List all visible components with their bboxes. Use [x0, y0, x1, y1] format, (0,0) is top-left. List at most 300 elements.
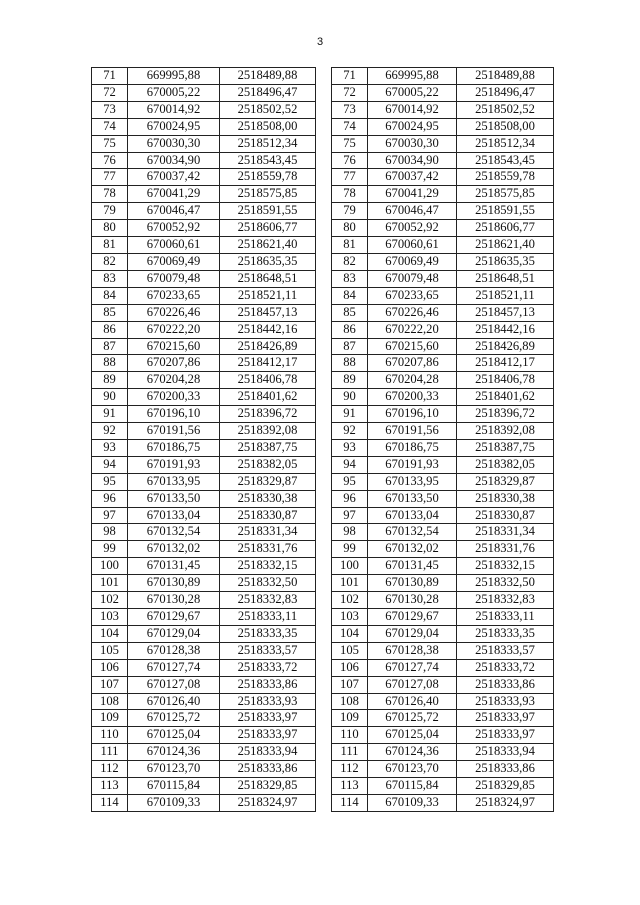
- y-coordinate-cell: 2518648,51: [220, 270, 316, 287]
- x-coordinate-cell: 670200,33: [128, 389, 220, 406]
- y-coordinate-cell: 2518333,57: [457, 642, 554, 659]
- point-number-cell: 111: [92, 744, 128, 761]
- point-number-cell: 77: [92, 169, 128, 186]
- table-row: [332, 473, 554, 490]
- table-row: [92, 84, 316, 101]
- y-coordinate-cell: 2518489,88: [457, 68, 554, 85]
- point-number-cell: 85: [92, 304, 128, 321]
- point-number-cell: 73: [332, 101, 368, 118]
- table-row: [92, 456, 316, 473]
- y-coordinate-cell: 2518621,40: [457, 237, 554, 254]
- point-number-cell: 94: [92, 456, 128, 473]
- point-number-cell: 90: [332, 389, 368, 406]
- x-coordinate-cell: 670130,89: [128, 575, 220, 592]
- point-number-cell: 101: [92, 575, 128, 592]
- table-row: [92, 68, 316, 85]
- point-number-cell: 98: [92, 524, 128, 541]
- y-coordinate-cell: 2518412,17: [457, 355, 554, 372]
- table-row: [332, 118, 554, 135]
- x-coordinate-cell: 670130,28: [128, 592, 220, 609]
- x-coordinate-cell: 670233,65: [128, 287, 220, 304]
- table-row: [92, 575, 316, 592]
- x-coordinate-cell: 670222,20: [368, 321, 457, 338]
- x-coordinate-cell: 670191,56: [368, 423, 457, 440]
- point-number-cell: 109: [332, 710, 368, 727]
- y-coordinate-cell: 2518332,83: [220, 592, 316, 609]
- x-coordinate-cell: 670186,75: [368, 439, 457, 456]
- x-coordinate-cell: 670128,38: [368, 642, 457, 659]
- point-number-cell: 76: [92, 152, 128, 169]
- x-coordinate-cell: 670130,89: [368, 575, 457, 592]
- point-number-cell: 107: [332, 676, 368, 693]
- y-coordinate-cell: 2518457,13: [457, 304, 554, 321]
- point-number-cell: 80: [332, 220, 368, 237]
- point-number-cell: 80: [92, 220, 128, 237]
- x-coordinate-cell: 670207,86: [128, 355, 220, 372]
- table-row: [332, 693, 554, 710]
- y-coordinate-cell: 2518324,97: [457, 794, 554, 811]
- x-coordinate-cell: 670060,61: [368, 237, 457, 254]
- table-row: [92, 609, 316, 626]
- table-row: [92, 676, 316, 693]
- table-row: [92, 253, 316, 270]
- y-coordinate-cell: 2518333,86: [220, 676, 316, 693]
- x-coordinate-cell: 670132,02: [128, 541, 220, 558]
- x-coordinate-cell: 670041,29: [368, 186, 457, 203]
- table-row: [332, 710, 554, 727]
- y-coordinate-cell: 2518333,97: [220, 727, 316, 744]
- table-row: [332, 406, 554, 423]
- table-row: [332, 609, 554, 626]
- x-coordinate-cell: 670034,90: [128, 152, 220, 169]
- x-coordinate-cell: 670200,33: [368, 389, 457, 406]
- x-coordinate-cell: 670191,56: [128, 423, 220, 440]
- x-coordinate-cell: 670226,46: [368, 304, 457, 321]
- table-row: [332, 524, 554, 541]
- x-coordinate-cell: 670129,04: [368, 625, 457, 642]
- x-coordinate-cell: 670126,40: [128, 693, 220, 710]
- table-row: [332, 778, 554, 795]
- x-coordinate-cell: 670133,04: [368, 507, 457, 524]
- point-number-cell: 89: [92, 372, 128, 389]
- point-number-cell: 105: [332, 642, 368, 659]
- point-number-cell: 91: [92, 406, 128, 423]
- y-coordinate-cell: 2518575,85: [220, 186, 316, 203]
- y-coordinate-cell: 2518521,11: [457, 287, 554, 304]
- table-row: [92, 439, 316, 456]
- y-coordinate-cell: 2518329,87: [457, 473, 554, 490]
- x-coordinate-cell: 670123,70: [128, 761, 220, 778]
- y-coordinate-cell: 2518496,47: [457, 84, 554, 101]
- table-row: [332, 186, 554, 203]
- x-coordinate-cell: 670130,28: [368, 592, 457, 609]
- y-coordinate-cell: 2518606,77: [457, 220, 554, 237]
- point-number-cell: 114: [92, 794, 128, 811]
- table-row: [332, 321, 554, 338]
- y-coordinate-cell: 2518330,38: [457, 490, 554, 507]
- table-row: [92, 744, 316, 761]
- x-coordinate-cell: 670060,61: [128, 237, 220, 254]
- y-coordinate-cell: 2518333,11: [457, 609, 554, 626]
- point-number-cell: 71: [332, 68, 368, 85]
- y-coordinate-cell: 2518333,97: [220, 710, 316, 727]
- table-row: [332, 169, 554, 186]
- table-row: [92, 659, 316, 676]
- x-coordinate-cell: 670046,47: [368, 203, 457, 220]
- x-coordinate-cell: 670052,92: [128, 220, 220, 237]
- y-coordinate-cell: 2518333,35: [457, 625, 554, 642]
- table-row: [332, 68, 554, 85]
- y-coordinate-cell: 2518621,40: [220, 237, 316, 254]
- table-row: [332, 270, 554, 287]
- x-coordinate-cell: 670133,04: [128, 507, 220, 524]
- table-row: [92, 761, 316, 778]
- table-row: [332, 253, 554, 270]
- x-coordinate-cell: 670129,67: [368, 609, 457, 626]
- point-number-cell: 104: [332, 625, 368, 642]
- table-row: [92, 558, 316, 575]
- point-number-cell: 82: [332, 253, 368, 270]
- table-row: [332, 659, 554, 676]
- point-number-cell: 76: [332, 152, 368, 169]
- point-number-cell: 106: [332, 659, 368, 676]
- y-coordinate-cell: 2518635,35: [457, 253, 554, 270]
- table-row: [332, 439, 554, 456]
- y-coordinate-cell: 2518457,13: [220, 304, 316, 321]
- point-number-cell: 102: [332, 592, 368, 609]
- table-row: [332, 625, 554, 642]
- y-coordinate-cell: 2518329,87: [220, 473, 316, 490]
- point-number-cell: 95: [332, 473, 368, 490]
- y-coordinate-cell: 2518521,11: [220, 287, 316, 304]
- x-coordinate-cell: 670037,42: [368, 169, 457, 186]
- point-number-cell: 94: [332, 456, 368, 473]
- table-row: [92, 693, 316, 710]
- table-row: [332, 642, 554, 659]
- table-row: [332, 676, 554, 693]
- point-number-cell: 83: [332, 270, 368, 287]
- y-coordinate-cell: 2518502,52: [220, 101, 316, 118]
- table-row: [92, 507, 316, 524]
- x-coordinate-cell: 670109,33: [128, 794, 220, 811]
- y-coordinate-cell: 2518635,35: [220, 253, 316, 270]
- point-number-cell: 99: [332, 541, 368, 558]
- point-number-cell: 112: [332, 761, 368, 778]
- table-row: [332, 304, 554, 321]
- table-row: [332, 389, 554, 406]
- point-number-cell: 75: [332, 135, 368, 152]
- y-coordinate-cell: 2518392,08: [457, 423, 554, 440]
- table-row: [332, 220, 554, 237]
- x-coordinate-cell: 670069,49: [128, 253, 220, 270]
- table-row: [92, 642, 316, 659]
- point-number-cell: 95: [92, 473, 128, 490]
- coordinates-table-right: [331, 67, 554, 812]
- y-coordinate-cell: 2518332,15: [457, 558, 554, 575]
- table-row: [332, 355, 554, 372]
- x-coordinate-cell: 670131,45: [368, 558, 457, 575]
- table-row: [92, 135, 316, 152]
- point-number-cell: 85: [332, 304, 368, 321]
- point-number-cell: 108: [332, 693, 368, 710]
- x-coordinate-cell: 670204,28: [128, 372, 220, 389]
- y-coordinate-cell: 2518333,72: [457, 659, 554, 676]
- y-coordinate-cell: 2518406,78: [457, 372, 554, 389]
- table-row: [92, 389, 316, 406]
- y-coordinate-cell: 2518382,05: [457, 456, 554, 473]
- x-coordinate-cell: 670129,04: [128, 625, 220, 642]
- table-row: [332, 338, 554, 355]
- y-coordinate-cell: 2518332,15: [220, 558, 316, 575]
- x-coordinate-cell: 670125,72: [128, 710, 220, 727]
- point-number-cell: 87: [92, 338, 128, 355]
- coordinates-table-left: [91, 67, 316, 812]
- table-row: [332, 287, 554, 304]
- y-coordinate-cell: 2518543,45: [220, 152, 316, 169]
- y-coordinate-cell: 2518442,16: [457, 321, 554, 338]
- table-row: [332, 727, 554, 744]
- x-coordinate-cell: 670125,04: [368, 727, 457, 744]
- x-coordinate-cell: 670132,54: [368, 524, 457, 541]
- table-row: [92, 778, 316, 795]
- x-coordinate-cell: 670132,54: [128, 524, 220, 541]
- y-coordinate-cell: 2518591,55: [457, 203, 554, 220]
- table-row: [332, 456, 554, 473]
- x-coordinate-cell: 670014,92: [368, 101, 457, 118]
- y-coordinate-cell: 2518333,86: [457, 676, 554, 693]
- point-number-cell: 72: [92, 84, 128, 101]
- x-coordinate-cell: 670127,74: [128, 659, 220, 676]
- point-number-cell: 110: [332, 727, 368, 744]
- point-number-cell: 93: [332, 439, 368, 456]
- x-coordinate-cell: 670196,10: [128, 406, 220, 423]
- point-number-cell: 105: [92, 642, 128, 659]
- table-row: [332, 592, 554, 609]
- y-coordinate-cell: 2518331,34: [220, 524, 316, 541]
- table-row: [92, 625, 316, 642]
- table-row: [92, 321, 316, 338]
- y-coordinate-cell: 2518496,47: [220, 84, 316, 101]
- point-number-cell: 86: [92, 321, 128, 338]
- point-number-cell: 111: [332, 744, 368, 761]
- table-row: [332, 101, 554, 118]
- y-coordinate-cell: 2518333,94: [457, 744, 554, 761]
- table-row: [92, 355, 316, 372]
- point-number-cell: 98: [332, 524, 368, 541]
- x-coordinate-cell: 669995,88: [368, 68, 457, 85]
- y-coordinate-cell: 2518387,75: [457, 439, 554, 456]
- y-coordinate-cell: 2518502,52: [457, 101, 554, 118]
- y-coordinate-cell: 2518406,78: [220, 372, 316, 389]
- y-coordinate-cell: 2518324,97: [220, 794, 316, 811]
- point-number-cell: 101: [332, 575, 368, 592]
- y-coordinate-cell: 2518331,76: [220, 541, 316, 558]
- y-coordinate-cell: 2518330,87: [220, 507, 316, 524]
- table-row: [332, 490, 554, 507]
- table-row: [332, 794, 554, 811]
- y-coordinate-cell: 2518333,86: [220, 761, 316, 778]
- table-row: [92, 101, 316, 118]
- x-coordinate-cell: 670037,42: [128, 169, 220, 186]
- table-row: [92, 287, 316, 304]
- point-number-cell: 84: [332, 287, 368, 304]
- y-coordinate-cell: 2518543,45: [457, 152, 554, 169]
- x-coordinate-cell: 670133,95: [368, 473, 457, 490]
- y-coordinate-cell: 2518512,34: [220, 135, 316, 152]
- y-coordinate-cell: 2518606,77: [220, 220, 316, 237]
- x-coordinate-cell: 670207,86: [368, 355, 457, 372]
- table-row: [332, 152, 554, 169]
- table-row: [332, 135, 554, 152]
- point-number-cell: 104: [92, 625, 128, 642]
- x-coordinate-cell: 670115,84: [128, 778, 220, 795]
- table-row: [92, 524, 316, 541]
- x-coordinate-cell: 670133,95: [128, 473, 220, 490]
- point-number-cell: 93: [92, 439, 128, 456]
- x-coordinate-cell: 670123,70: [368, 761, 457, 778]
- y-coordinate-cell: 2518333,72: [220, 659, 316, 676]
- table-row: [332, 558, 554, 575]
- point-number-cell: 79: [332, 203, 368, 220]
- point-number-cell: 87: [332, 338, 368, 355]
- point-number-cell: 107: [92, 676, 128, 693]
- point-number-cell: 96: [92, 490, 128, 507]
- point-number-cell: 75: [92, 135, 128, 152]
- table-row: [92, 372, 316, 389]
- table-row: [332, 372, 554, 389]
- x-coordinate-cell: 670030,30: [128, 135, 220, 152]
- y-coordinate-cell: 2518559,78: [457, 169, 554, 186]
- x-coordinate-cell: 670124,36: [368, 744, 457, 761]
- y-coordinate-cell: 2518396,72: [457, 406, 554, 423]
- y-coordinate-cell: 2518426,89: [220, 338, 316, 355]
- table-row: [332, 575, 554, 592]
- x-coordinate-cell: 670125,72: [368, 710, 457, 727]
- x-coordinate-cell: 670196,10: [368, 406, 457, 423]
- point-number-cell: 97: [332, 507, 368, 524]
- x-coordinate-cell: 670030,30: [368, 135, 457, 152]
- x-coordinate-cell: 670128,38: [128, 642, 220, 659]
- x-coordinate-cell: 670079,48: [128, 270, 220, 287]
- y-coordinate-cell: 2518412,17: [220, 355, 316, 372]
- y-coordinate-cell: 2518333,97: [457, 710, 554, 727]
- x-coordinate-cell: 670052,92: [368, 220, 457, 237]
- y-coordinate-cell: 2518331,76: [457, 541, 554, 558]
- y-coordinate-cell: 2518331,34: [457, 524, 554, 541]
- point-number-cell: 108: [92, 693, 128, 710]
- x-coordinate-cell: 670125,04: [128, 727, 220, 744]
- point-number-cell: 78: [92, 186, 128, 203]
- point-number-cell: 99: [92, 541, 128, 558]
- y-coordinate-cell: 2518401,62: [457, 389, 554, 406]
- point-number-cell: 81: [92, 237, 128, 254]
- table-row: [332, 507, 554, 524]
- table-row: [92, 406, 316, 423]
- x-coordinate-cell: 670126,40: [368, 693, 457, 710]
- point-number-cell: 100: [92, 558, 128, 575]
- y-coordinate-cell: 2518489,88: [220, 68, 316, 85]
- table-row: [92, 304, 316, 321]
- page-number: 3: [316, 36, 324, 48]
- x-coordinate-cell: 670222,20: [128, 321, 220, 338]
- point-number-cell: 81: [332, 237, 368, 254]
- table-row: [92, 118, 316, 135]
- point-number-cell: 102: [92, 592, 128, 609]
- y-coordinate-cell: 2518332,50: [457, 575, 554, 592]
- y-coordinate-cell: 2518333,94: [220, 744, 316, 761]
- y-coordinate-cell: 2518396,72: [220, 406, 316, 423]
- point-number-cell: 74: [92, 118, 128, 135]
- table-row: [92, 490, 316, 507]
- point-number-cell: 73: [92, 101, 128, 118]
- x-coordinate-cell: 670215,60: [128, 338, 220, 355]
- table-row: [332, 744, 554, 761]
- x-coordinate-cell: 670127,08: [128, 676, 220, 693]
- table-row: [92, 186, 316, 203]
- x-coordinate-cell: 670233,65: [368, 287, 457, 304]
- y-coordinate-cell: 2518392,08: [220, 423, 316, 440]
- y-coordinate-cell: 2518332,83: [457, 592, 554, 609]
- x-coordinate-cell: 670131,45: [128, 558, 220, 575]
- point-number-cell: 103: [92, 609, 128, 626]
- point-number-cell: 100: [332, 558, 368, 575]
- y-coordinate-cell: 2518333,93: [220, 693, 316, 710]
- table-row: [332, 761, 554, 778]
- point-number-cell: 79: [92, 203, 128, 220]
- y-coordinate-cell: 2518648,51: [457, 270, 554, 287]
- table-row: [92, 794, 316, 811]
- table-row: [92, 203, 316, 220]
- x-coordinate-cell: 670034,90: [368, 152, 457, 169]
- point-number-cell: 92: [92, 423, 128, 440]
- point-number-cell: 113: [92, 778, 128, 795]
- y-coordinate-cell: 2518382,05: [220, 456, 316, 473]
- x-coordinate-cell: 670115,84: [368, 778, 457, 795]
- x-coordinate-cell: 670215,60: [368, 338, 457, 355]
- y-coordinate-cell: 2518332,50: [220, 575, 316, 592]
- table-row: [332, 203, 554, 220]
- point-number-cell: 86: [332, 321, 368, 338]
- table-row: [92, 338, 316, 355]
- point-number-cell: 114: [332, 794, 368, 811]
- x-coordinate-cell: 670005,22: [128, 84, 220, 101]
- y-coordinate-cell: 2518330,87: [457, 507, 554, 524]
- y-coordinate-cell: 2518508,00: [457, 118, 554, 135]
- x-coordinate-cell: 670204,28: [368, 372, 457, 389]
- y-coordinate-cell: 2518330,38: [220, 490, 316, 507]
- point-number-cell: 96: [332, 490, 368, 507]
- table-row: [92, 710, 316, 727]
- x-coordinate-cell: 670133,50: [128, 490, 220, 507]
- x-coordinate-cell: 670191,93: [368, 456, 457, 473]
- table-row: [92, 727, 316, 744]
- point-number-cell: 84: [92, 287, 128, 304]
- point-number-cell: 78: [332, 186, 368, 203]
- x-coordinate-cell: 669995,88: [128, 68, 220, 85]
- table-row: [332, 541, 554, 558]
- point-number-cell: 103: [332, 609, 368, 626]
- x-coordinate-cell: 670109,33: [368, 794, 457, 811]
- table-row: [332, 84, 554, 101]
- x-coordinate-cell: 670124,36: [128, 744, 220, 761]
- point-number-cell: 106: [92, 659, 128, 676]
- point-number-cell: 97: [92, 507, 128, 524]
- y-coordinate-cell: 2518508,00: [220, 118, 316, 135]
- y-coordinate-cell: 2518387,75: [220, 439, 316, 456]
- table-row: [92, 169, 316, 186]
- table-row: [92, 592, 316, 609]
- x-coordinate-cell: 670046,47: [128, 203, 220, 220]
